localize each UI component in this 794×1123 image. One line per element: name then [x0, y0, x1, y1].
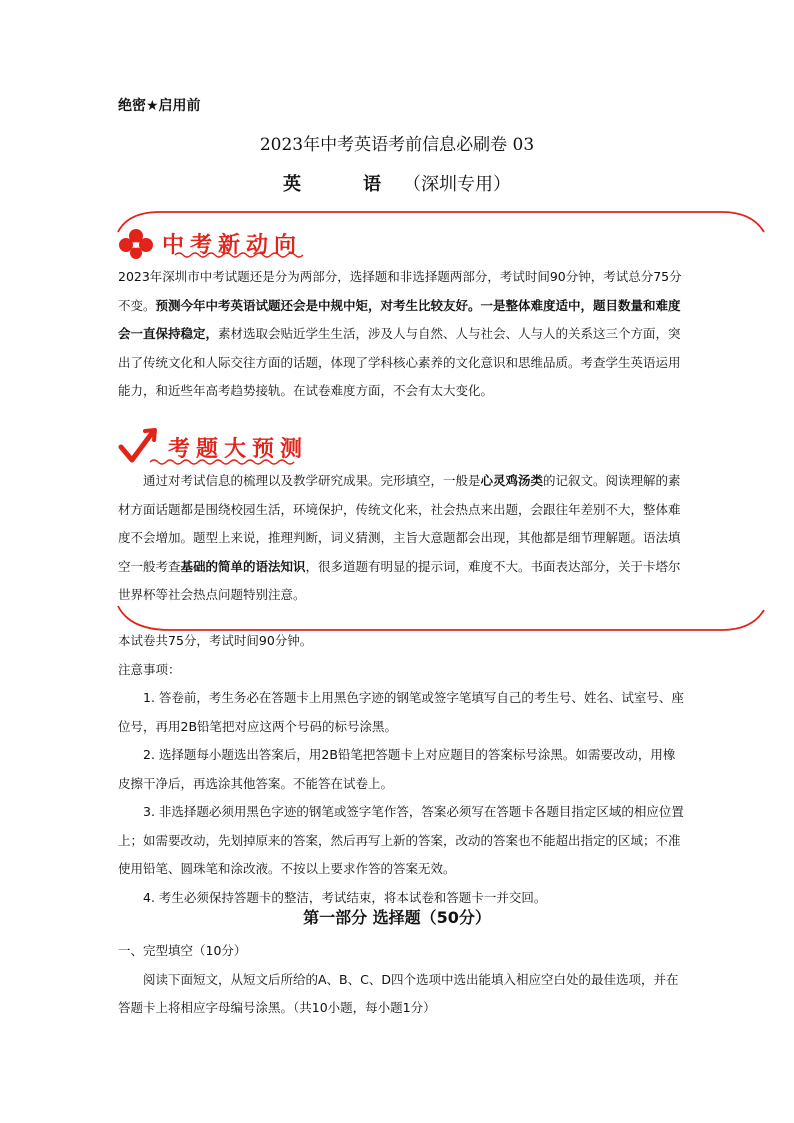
- exam-notes: [118, 627, 684, 912]
- total-score-note: 本试卷共75分，考试时间90分钟。: [118, 633, 313, 648]
- cloze-section: [118, 937, 684, 1023]
- subject-name: 英 语: [283, 174, 403, 195]
- note-item: 1. 答卷前，考生务必在答题卡上用黑色字迹的钢笔或签字笔填写自己的考生号、姓名、试室号、座位号，再用2B铅笔把对应这两个号码的标号涂黑。: [118, 690, 684, 734]
- confidential-label: 绝密★启用前: [118, 98, 201, 114]
- section-heading-trends: 中考新动向: [162, 233, 303, 258]
- page-title: 2023年中考英语考前信息必刷卷 03: [259, 135, 535, 155]
- cloze-instructions: 阅读下面短文，从短文后所给的A、B、C、D四个选项中选出能填入相应空白处的最佳选项，并在答题卡上将相应字母编号涂黑。（共10小题，每小题1分）: [118, 971, 679, 1015]
- predictions-paragraph: 通过对考试信息的梳理以及教学研究成果。完形填空，一般是心灵鸡汤类的记叙文。阅读理解的素材方面话题都是围绕校园生活，环境保护，传统文化来，社会热点来出题，会跟往年差别不大，整体难度不会增加。题型上来说，推理判断，词义猜测，主旨大意题都会出现，其他都是细节理解题。语法填空一般考查基础的简单的语法知识，很多道题有明显的提示词，难度不大。书面表达部分，关于卡塔尔世界杯等社会热点问题特别注意。: [118, 473, 681, 602]
- trends-paragraph: 2023年深圳市中考试题还是分为两部分，选择题和非选择题两部分，考试时间90分钟，考试总分75分不变。预测今年中考英语试题还会是中规中矩，对考生比较友好。一是整体难度适中，题目数量和难度会一直保持稳定，素材选取会贴近学生生活，涉及人与自然、人与社会、人与人的关系这三个方面，突出了传统文化和人际交往方面的话题，体现了学科核心素养的文化意识和思维品质。考查学生英语运用能力，和近些年高考趋势接轨。在试卷难度方面，不会有太大变化。: [118, 269, 682, 398]
- part-one-title: 第一部分 选择题（50分）: [303, 908, 491, 927]
- note-item: 4. 考生必须保持答题卡的整洁，考试结束，将本试卷和答题卡一并交回。: [143, 889, 547, 905]
- note-item: 2. 选择题每小题选出答案后，用2B铅笔把答题卡上对应题目的答案标号涂黑。如需要改动，用橡皮擦干净后，再选涂其他答案。不能答在试卷上。: [118, 747, 676, 791]
- note-item: 3. 非选择题必须用黑色字迹的钢笔或签字笔作答，答案必须写在答题卡各题目指定区域的相应位置上；如需要改动，先划掉原来的答案，然后再写上新的答案，改动的答案也不能超出指定的区域；不准使用铅笔、圆珠笔和涂改液。不按以上要求作答的答案无效。: [118, 804, 684, 876]
- cloze-heading: 一、完型填空（10分）: [118, 943, 247, 958]
- notes-heading: 注意事项：: [118, 661, 181, 677]
- checkmark-arrow-icon: [118, 427, 162, 465]
- subject-title: [0, 170, 794, 196]
- section-heading-predictions: 考题大预测: [168, 437, 309, 462]
- clover-icon: [118, 228, 154, 260]
- subject-note: （深圳专用）: [403, 174, 511, 195]
